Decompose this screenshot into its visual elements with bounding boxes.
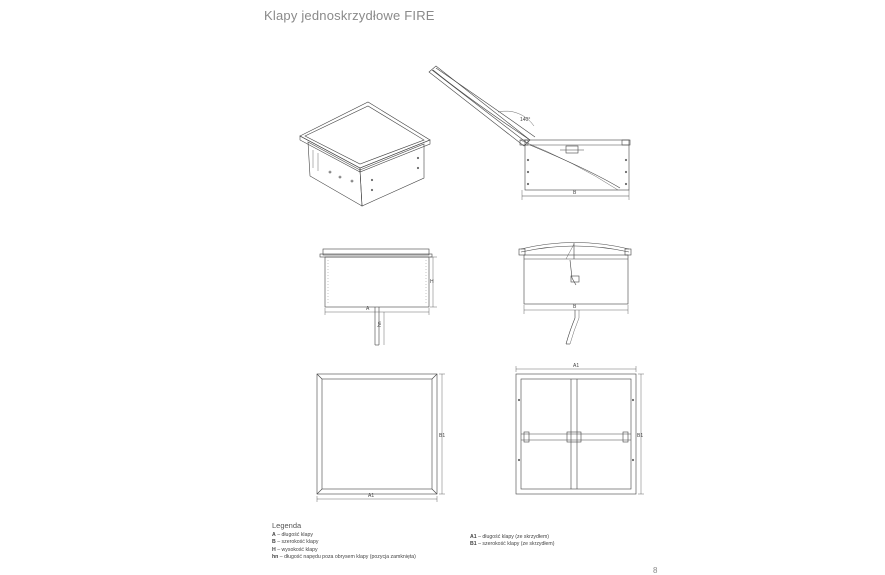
legend-item: B – szerokość klapy [272,539,319,546]
legend-right-column [470,534,554,549]
dimension-a1-frame-label: A1 [573,363,580,369]
legend-item: H – wysokość klapy [272,546,318,553]
legend-item: B1 – szerokość klapy (ze skrzydłem) [470,541,555,548]
dimension-b1-closed-label: B1 [439,433,446,439]
dimension-h-label: H [430,279,434,285]
legend-item: A1 – długość klapy (ze skrzydłem) [470,534,550,540]
page-number: 8 [653,566,658,575]
dimension-b-section-label: B [573,304,577,310]
dimension-a-front-label: A [366,306,370,312]
legend-heading: Legenda [272,521,302,530]
legend-item: A – długość klapy [272,532,313,538]
dimension-a1-closed-label: A1 [368,493,375,499]
isometric-view-drawing [300,102,430,206]
dimension-b1-frame-label: B1 [637,433,644,439]
plan-view-frame-drawing [516,366,644,494]
legend-left-column [272,532,416,562]
section-view-drawing [519,243,631,345]
front-elevation-drawing [320,249,437,345]
plan-view-closed-drawing [317,374,445,502]
angle-label: 140° [520,117,531,123]
dimension-hn-label: hn [377,321,383,327]
legend-item: hn – długość napędu poza obrysem klapy (pozycja zamknięta) [272,554,416,561]
side-view-open-drawing [429,66,630,200]
dimension-b-side-label: B [573,190,577,196]
page-title: Klapy jednoskrzydłowe FIRE [264,8,435,23]
